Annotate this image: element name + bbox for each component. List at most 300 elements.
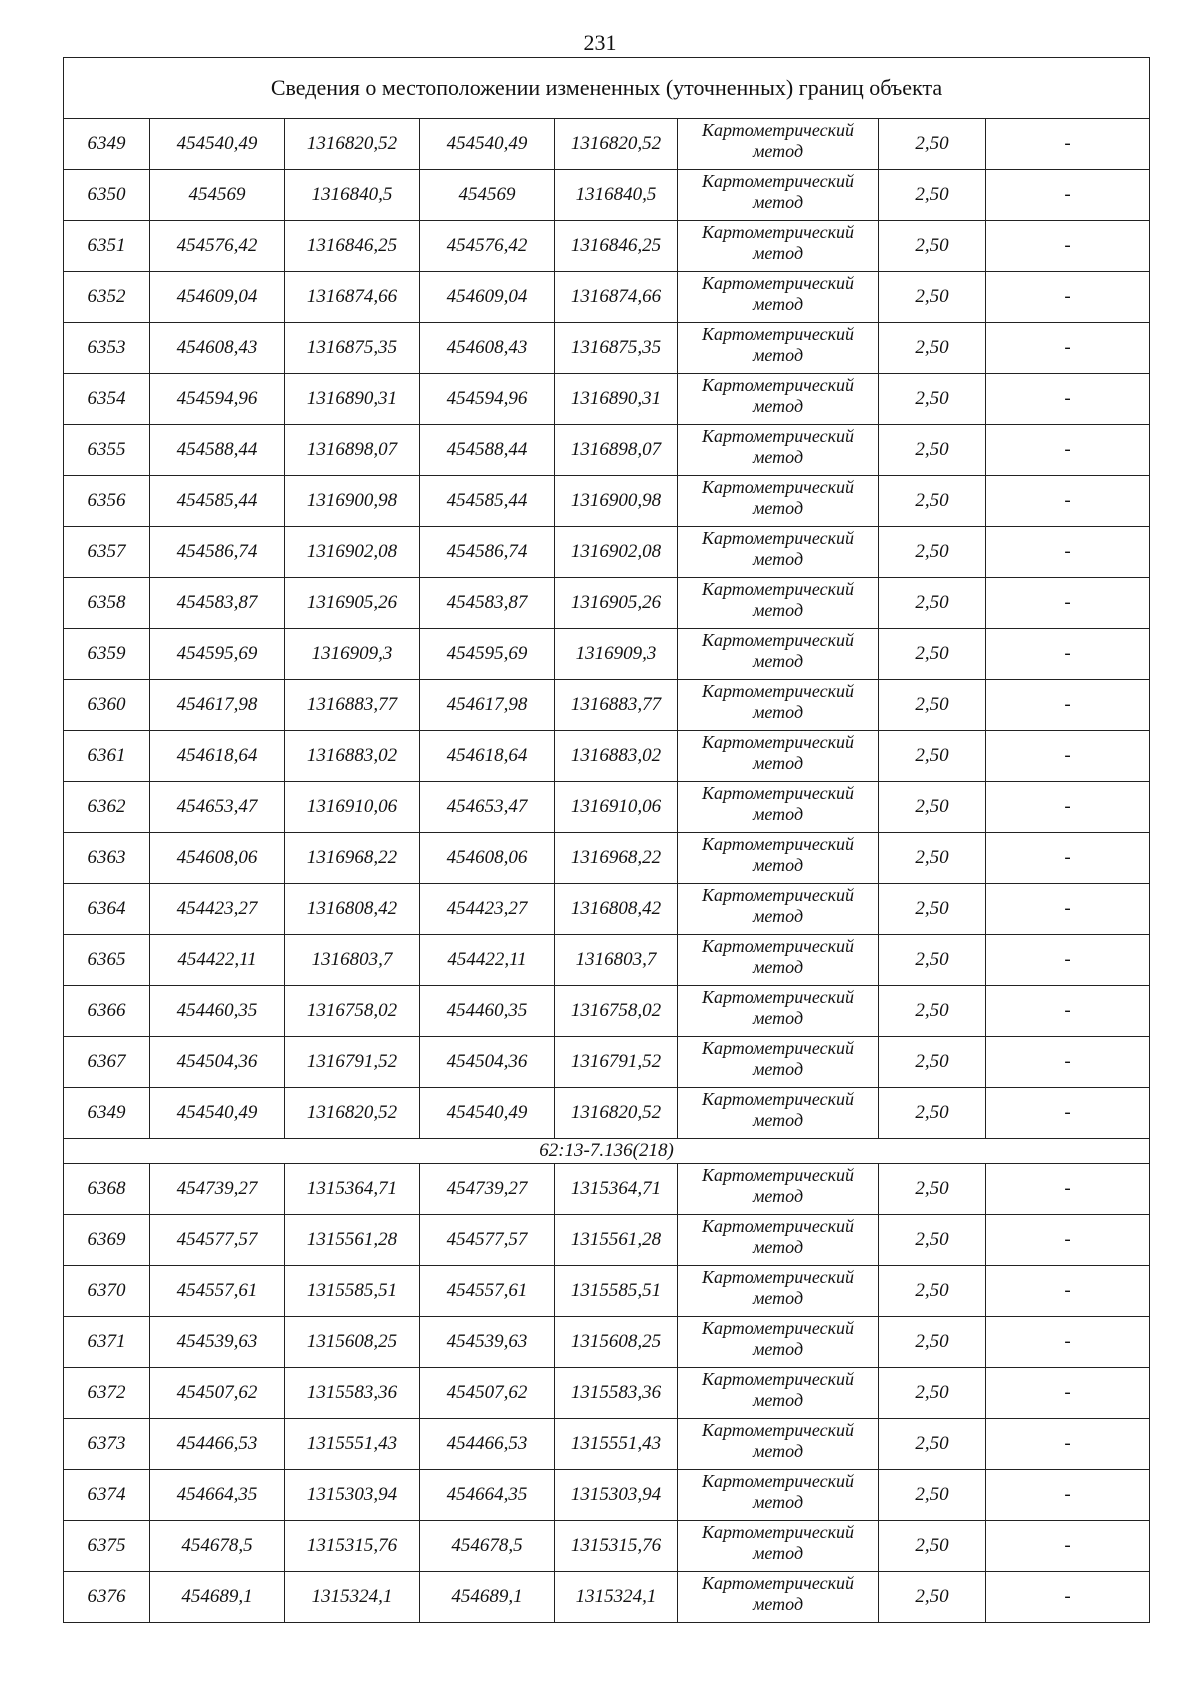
- y-old-cell: 1316905,26: [285, 578, 420, 629]
- method-line-2: метод: [752, 1441, 804, 1461]
- y-old-cell: 1316820,52: [285, 119, 420, 170]
- x-new-cell: 454594,96: [420, 374, 555, 425]
- point-number-cell: 6349: [64, 119, 150, 170]
- table-row: [64, 884, 1150, 935]
- x-old-cell: 454594,96: [150, 374, 285, 425]
- point-number-cell: 6368: [64, 1164, 150, 1215]
- note-cell: -: [986, 1572, 1150, 1623]
- note-cell: -: [986, 1419, 1150, 1470]
- table-row: [64, 1368, 1150, 1419]
- y-old-cell: 1315551,43: [285, 1419, 420, 1470]
- x-old-cell: 454576,42: [150, 221, 285, 272]
- y-old-cell: 1316900,98: [285, 476, 420, 527]
- x-old-cell: 454569: [150, 170, 285, 221]
- accuracy-cell: 2,50: [879, 1521, 986, 1572]
- y-old-cell: 1316898,07: [285, 425, 420, 476]
- method-line-1: Картометрический: [701, 1471, 854, 1491]
- note-cell: -: [986, 935, 1150, 986]
- x-old-cell: 454504,36: [150, 1037, 285, 1088]
- note-cell: -: [986, 1037, 1150, 1088]
- y-new-cell: 1316968,22: [555, 833, 678, 884]
- point-number-cell: 6369: [64, 1215, 150, 1266]
- note-cell: -: [986, 884, 1150, 935]
- note-cell: -: [986, 1521, 1150, 1572]
- x-old-cell: 454618,64: [150, 731, 285, 782]
- y-new-cell: 1315303,94: [555, 1470, 678, 1521]
- table-row: [64, 1215, 1150, 1266]
- method-line-1: Картометрический: [701, 120, 854, 140]
- x-old-cell: 454577,57: [150, 1215, 285, 1266]
- note-cell: -: [986, 374, 1150, 425]
- method-cell: [678, 425, 879, 476]
- note-cell: -: [986, 1317, 1150, 1368]
- note-cell: -: [986, 527, 1150, 578]
- note-cell: -: [986, 1368, 1150, 1419]
- y-new-cell: 1316902,08: [555, 527, 678, 578]
- method-cell: [678, 935, 879, 986]
- method-cell: [678, 170, 879, 221]
- method-line-2: метод: [752, 1594, 804, 1614]
- x-new-cell: 454583,87: [420, 578, 555, 629]
- note-cell: -: [986, 629, 1150, 680]
- accuracy-cell: 2,50: [879, 833, 986, 884]
- y-old-cell: 1316846,25: [285, 221, 420, 272]
- x-old-cell: 454586,74: [150, 527, 285, 578]
- x-new-cell: 454608,43: [420, 323, 555, 374]
- y-new-cell: 1316758,02: [555, 986, 678, 1037]
- note-cell: -: [986, 1266, 1150, 1317]
- table-row: [64, 323, 1150, 374]
- point-number-cell: 6366: [64, 986, 150, 1037]
- point-number-cell: 6371: [64, 1317, 150, 1368]
- method-line-2: метод: [752, 804, 804, 824]
- point-number-cell: 6375: [64, 1521, 150, 1572]
- accuracy-cell: 2,50: [879, 629, 986, 680]
- boundary-coordinates-table: [63, 57, 1150, 1623]
- table-row: [64, 1037, 1150, 1088]
- y-new-cell: 1315551,43: [555, 1419, 678, 1470]
- point-number-cell: 6360: [64, 680, 150, 731]
- method-line-2: метод: [752, 498, 804, 518]
- point-number-cell: 6355: [64, 425, 150, 476]
- x-new-cell: 454678,5: [420, 1521, 555, 1572]
- accuracy-cell: 2,50: [879, 374, 986, 425]
- note-cell: -: [986, 986, 1150, 1037]
- table-row: [64, 578, 1150, 629]
- method-line-2: метод: [752, 753, 804, 773]
- method-cell: [678, 986, 879, 1037]
- y-old-cell: 1316890,31: [285, 374, 420, 425]
- accuracy-cell: 2,50: [879, 221, 986, 272]
- method-line-1: Картометрический: [701, 528, 854, 548]
- point-number-cell: 6357: [64, 527, 150, 578]
- method-line-2: метод: [752, 702, 804, 722]
- y-new-cell: 1316875,35: [555, 323, 678, 374]
- method-cell: [678, 272, 879, 323]
- point-number-cell: 6365: [64, 935, 150, 986]
- x-new-cell: 454423,27: [420, 884, 555, 935]
- table-row: [64, 272, 1150, 323]
- x-old-cell: 454460,35: [150, 986, 285, 1037]
- method-line-1: Картометрический: [701, 1318, 854, 1338]
- method-cell: [678, 527, 879, 578]
- y-old-cell: 1316840,5: [285, 170, 420, 221]
- table-row: [64, 1521, 1150, 1572]
- method-line-2: метод: [752, 1008, 804, 1028]
- method-line-2: метод: [752, 294, 804, 314]
- method-line-2: метод: [752, 1339, 804, 1359]
- method-line-1: Картометрический: [701, 1369, 854, 1389]
- method-cell: [678, 1419, 879, 1470]
- x-old-cell: 454664,35: [150, 1470, 285, 1521]
- note-cell: -: [986, 221, 1150, 272]
- x-new-cell: 454608,06: [420, 833, 555, 884]
- y-old-cell: 1316808,42: [285, 884, 420, 935]
- point-number-cell: 6363: [64, 833, 150, 884]
- method-line-2: метод: [752, 1390, 804, 1410]
- y-new-cell: 1316840,5: [555, 170, 678, 221]
- y-new-cell: 1316846,25: [555, 221, 678, 272]
- x-old-cell: 454588,44: [150, 425, 285, 476]
- table-row: [64, 935, 1150, 986]
- accuracy-cell: 2,50: [879, 1572, 986, 1623]
- note-cell: -: [986, 425, 1150, 476]
- method-line-2: метод: [752, 1543, 804, 1563]
- y-new-cell: 1316808,42: [555, 884, 678, 935]
- method-line-1: Картометрический: [701, 630, 854, 650]
- accuracy-cell: 2,50: [879, 884, 986, 935]
- note-cell: -: [986, 119, 1150, 170]
- y-old-cell: 1315324,1: [285, 1572, 420, 1623]
- x-old-cell: 454422,11: [150, 935, 285, 986]
- x-new-cell: 454539,63: [420, 1317, 555, 1368]
- y-new-cell: 1315561,28: [555, 1215, 678, 1266]
- method-line-1: Картометрический: [701, 477, 854, 497]
- accuracy-cell: 2,50: [879, 272, 986, 323]
- y-new-cell: 1316905,26: [555, 578, 678, 629]
- y-new-cell: 1316900,98: [555, 476, 678, 527]
- method-cell: [678, 1215, 879, 1266]
- point-number-cell: 6376: [64, 1572, 150, 1623]
- method-line-2: метод: [752, 141, 804, 161]
- method-line-2: метод: [752, 600, 804, 620]
- method-cell: [678, 782, 879, 833]
- x-new-cell: 454540,49: [420, 119, 555, 170]
- x-old-cell: 454617,98: [150, 680, 285, 731]
- note-cell: -: [986, 1088, 1150, 1139]
- method-line-1: Картометрический: [701, 1420, 854, 1440]
- accuracy-cell: 2,50: [879, 527, 986, 578]
- point-number-cell: 6359: [64, 629, 150, 680]
- note-cell: -: [986, 1470, 1150, 1521]
- point-number-cell: 6352: [64, 272, 150, 323]
- y-old-cell: 1315303,94: [285, 1470, 420, 1521]
- note-cell: -: [986, 833, 1150, 884]
- method-line-2: метод: [752, 651, 804, 671]
- x-old-cell: 454557,61: [150, 1266, 285, 1317]
- table-row: [64, 1572, 1150, 1623]
- method-line-2: метод: [752, 1059, 804, 1079]
- accuracy-cell: 2,50: [879, 731, 986, 782]
- point-number-cell: 6356: [64, 476, 150, 527]
- x-new-cell: 454466,53: [420, 1419, 555, 1470]
- method-line-1: Картометрический: [701, 936, 854, 956]
- x-old-cell: 454423,27: [150, 884, 285, 935]
- table-row: [64, 1266, 1150, 1317]
- note-cell: -: [986, 1164, 1150, 1215]
- y-old-cell: 1316883,02: [285, 731, 420, 782]
- method-cell: [678, 1521, 879, 1572]
- method-line-2: метод: [752, 243, 804, 263]
- x-new-cell: 454609,04: [420, 272, 555, 323]
- x-new-cell: 454585,44: [420, 476, 555, 527]
- x-new-cell: 454618,64: [420, 731, 555, 782]
- method-line-2: метод: [752, 1186, 804, 1206]
- y-old-cell: 1316803,7: [285, 935, 420, 986]
- table-row: [64, 374, 1150, 425]
- x-new-cell: 454557,61: [420, 1266, 555, 1317]
- method-cell: [678, 374, 879, 425]
- point-number-cell: 6372: [64, 1368, 150, 1419]
- page-number: 231: [583, 30, 617, 55]
- point-number-cell: 6350: [64, 170, 150, 221]
- method-line-2: метод: [752, 549, 804, 569]
- x-old-cell: 454608,06: [150, 833, 285, 884]
- y-old-cell: 1316791,52: [285, 1037, 420, 1088]
- method-line-2: метод: [752, 906, 804, 926]
- method-line-1: Картометрический: [701, 324, 854, 344]
- point-number-cell: 6354: [64, 374, 150, 425]
- y-old-cell: 1315364,71: [285, 1164, 420, 1215]
- y-new-cell: 1315364,71: [555, 1164, 678, 1215]
- method-line-2: метод: [752, 396, 804, 416]
- method-cell: [678, 1164, 879, 1215]
- method-cell: [678, 1470, 879, 1521]
- point-number-cell: 6358: [64, 578, 150, 629]
- method-line-1: Картометрический: [701, 1165, 854, 1185]
- table-row: [64, 1470, 1150, 1521]
- y-new-cell: 1315608,25: [555, 1317, 678, 1368]
- y-old-cell: 1315583,36: [285, 1368, 420, 1419]
- note-cell: -: [986, 323, 1150, 374]
- method-line-2: метод: [752, 957, 804, 977]
- method-cell: [678, 833, 879, 884]
- y-new-cell: 1315583,36: [555, 1368, 678, 1419]
- y-old-cell: 1315608,25: [285, 1317, 420, 1368]
- y-old-cell: 1316910,06: [285, 782, 420, 833]
- x-old-cell: 454595,69: [150, 629, 285, 680]
- x-new-cell: 454422,11: [420, 935, 555, 986]
- table-title: Сведения о местоположении измененных (уточненных) границ объекта: [64, 58, 1150, 119]
- table-row: [64, 680, 1150, 731]
- method-line-1: Картометрический: [701, 1573, 854, 1593]
- x-new-cell: 454595,69: [420, 629, 555, 680]
- method-line-2: метод: [752, 1288, 804, 1308]
- x-old-cell: 454583,87: [150, 578, 285, 629]
- method-line-2: метод: [752, 345, 804, 365]
- accuracy-cell: 2,50: [879, 1317, 986, 1368]
- method-line-1: Картометрический: [701, 375, 854, 395]
- accuracy-cell: 2,50: [879, 1368, 986, 1419]
- accuracy-cell: 2,50: [879, 986, 986, 1037]
- x-new-cell: 454653,47: [420, 782, 555, 833]
- method-line-1: Картометрический: [701, 1038, 854, 1058]
- method-cell: [678, 629, 879, 680]
- x-new-cell: 454689,1: [420, 1572, 555, 1623]
- accuracy-cell: 2,50: [879, 323, 986, 374]
- y-old-cell: 1315315,76: [285, 1521, 420, 1572]
- note-cell: -: [986, 476, 1150, 527]
- method-cell: [678, 1572, 879, 1623]
- y-new-cell: 1316883,77: [555, 680, 678, 731]
- table-row: [64, 425, 1150, 476]
- y-old-cell: 1315561,28: [285, 1215, 420, 1266]
- method-cell: [678, 1368, 879, 1419]
- method-cell: [678, 1037, 879, 1088]
- table-row: [64, 527, 1150, 578]
- x-old-cell: 454689,1: [150, 1572, 285, 1623]
- method-cell: [678, 578, 879, 629]
- method-cell: [678, 1266, 879, 1317]
- point-number-cell: 6364: [64, 884, 150, 935]
- table-row: [64, 221, 1150, 272]
- y-old-cell: 1315585,51: [285, 1266, 420, 1317]
- x-old-cell: 454609,04: [150, 272, 285, 323]
- method-line-1: Картометрический: [701, 834, 854, 854]
- note-cell: -: [986, 680, 1150, 731]
- table-row: [64, 170, 1150, 221]
- accuracy-cell: 2,50: [879, 1215, 986, 1266]
- section-row: [64, 1139, 1150, 1164]
- x-old-cell: 454540,49: [150, 1088, 285, 1139]
- accuracy-cell: 2,50: [879, 1037, 986, 1088]
- point-number-cell: 6370: [64, 1266, 150, 1317]
- point-number-cell: 6349: [64, 1088, 150, 1139]
- x-new-cell: 454588,44: [420, 425, 555, 476]
- accuracy-cell: 2,50: [879, 425, 986, 476]
- method-cell: [678, 476, 879, 527]
- note-cell: -: [986, 578, 1150, 629]
- x-new-cell: 454504,36: [420, 1037, 555, 1088]
- method-line-1: Картометрический: [701, 579, 854, 599]
- point-number-cell: 6361: [64, 731, 150, 782]
- accuracy-cell: 2,50: [879, 1088, 986, 1139]
- x-new-cell: 454540,49: [420, 1088, 555, 1139]
- accuracy-cell: 2,50: [879, 119, 986, 170]
- x-old-cell: 454585,44: [150, 476, 285, 527]
- note-cell: -: [986, 731, 1150, 782]
- method-line-1: Картометрический: [701, 1522, 854, 1542]
- table-row: [64, 782, 1150, 833]
- x-old-cell: 454507,62: [150, 1368, 285, 1419]
- x-new-cell: 454739,27: [420, 1164, 555, 1215]
- y-new-cell: 1316890,31: [555, 374, 678, 425]
- x-new-cell: 454664,35: [420, 1470, 555, 1521]
- point-number-cell: 6362: [64, 782, 150, 833]
- table-row: [64, 1164, 1150, 1215]
- accuracy-cell: 2,50: [879, 1266, 986, 1317]
- y-old-cell: 1316875,35: [285, 323, 420, 374]
- table-row: [64, 119, 1150, 170]
- method-line-1: Картометрический: [701, 732, 854, 752]
- method-line-1: Картометрический: [701, 273, 854, 293]
- method-line-1: Картометрический: [701, 681, 854, 701]
- y-new-cell: 1316803,7: [555, 935, 678, 986]
- y-new-cell: 1316820,52: [555, 1088, 678, 1139]
- y-new-cell: 1316791,52: [555, 1037, 678, 1088]
- note-cell: -: [986, 782, 1150, 833]
- point-number-cell: 6373: [64, 1419, 150, 1470]
- note-cell: -: [986, 170, 1150, 221]
- method-line-1: Картометрический: [701, 885, 854, 905]
- x-new-cell: 454577,57: [420, 1215, 555, 1266]
- table-row: [64, 476, 1150, 527]
- table-row: [64, 986, 1150, 1037]
- method-line-2: метод: [752, 855, 804, 875]
- method-cell: [678, 884, 879, 935]
- table-header-row: [64, 58, 1150, 119]
- x-new-cell: 454576,42: [420, 221, 555, 272]
- method-cell: [678, 323, 879, 374]
- y-new-cell: 1316874,66: [555, 272, 678, 323]
- note-cell: -: [986, 272, 1150, 323]
- table-row: [64, 1317, 1150, 1368]
- method-line-2: метод: [752, 447, 804, 467]
- table-row: [64, 833, 1150, 884]
- y-old-cell: 1316820,52: [285, 1088, 420, 1139]
- x-old-cell: 454608,43: [150, 323, 285, 374]
- x-new-cell: 454617,98: [420, 680, 555, 731]
- x-old-cell: 454540,49: [150, 119, 285, 170]
- table-row: [64, 1419, 1150, 1470]
- point-number-cell: 6351: [64, 221, 150, 272]
- y-new-cell: 1316883,02: [555, 731, 678, 782]
- method-line-1: Картометрический: [701, 1216, 854, 1236]
- point-number-cell: 6367: [64, 1037, 150, 1088]
- method-cell: [678, 1088, 879, 1139]
- accuracy-cell: 2,50: [879, 476, 986, 527]
- note-cell: -: [986, 1215, 1150, 1266]
- method-cell: [678, 119, 879, 170]
- table-row: [64, 1088, 1150, 1139]
- y-new-cell: 1316898,07: [555, 425, 678, 476]
- method-cell: [678, 221, 879, 272]
- y-new-cell: 1316909,3: [555, 629, 678, 680]
- x-old-cell: 454739,27: [150, 1164, 285, 1215]
- y-old-cell: 1316883,77: [285, 680, 420, 731]
- y-new-cell: 1315315,76: [555, 1521, 678, 1572]
- method-line-2: метод: [752, 1492, 804, 1512]
- accuracy-cell: 2,50: [879, 578, 986, 629]
- accuracy-cell: 2,50: [879, 680, 986, 731]
- method-cell: [678, 680, 879, 731]
- x-new-cell: 454569: [420, 170, 555, 221]
- method-line-1: Картометрический: [701, 1089, 854, 1109]
- accuracy-cell: 2,50: [879, 1419, 986, 1470]
- accuracy-cell: 2,50: [879, 782, 986, 833]
- method-line-2: метод: [752, 1237, 804, 1257]
- method-cell: [678, 1317, 879, 1368]
- point-number-cell: 6353: [64, 323, 150, 374]
- method-line-1: Картометрический: [701, 783, 854, 803]
- table-row: [64, 629, 1150, 680]
- x-old-cell: 454678,5: [150, 1521, 285, 1572]
- method-cell: [678, 731, 879, 782]
- accuracy-cell: 2,50: [879, 1164, 986, 1215]
- y-old-cell: 1316968,22: [285, 833, 420, 884]
- accuracy-cell: 2,50: [879, 935, 986, 986]
- x-new-cell: 454507,62: [420, 1368, 555, 1419]
